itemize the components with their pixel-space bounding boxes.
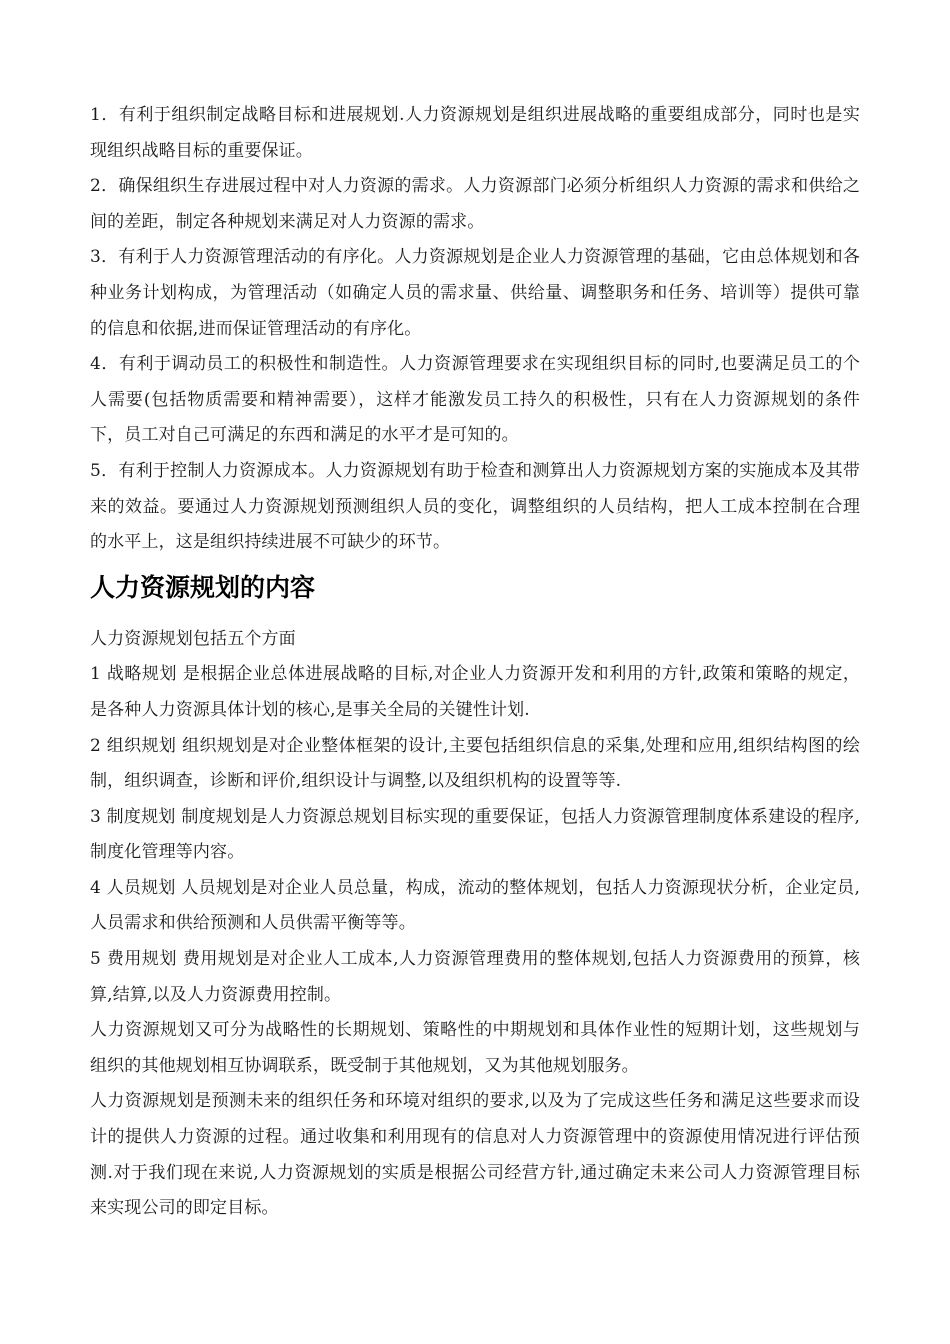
paragraph-benefit-1: 1．有利于组织制定战略目标和进展规划.人力资源规划是组织进展战略的重要组成部分，同时也是实现组织战略目标的重要保证。 <box>90 105 860 161</box>
paragraph-plan-system: 3 制度规划 制度规划是人力资源总规划目标实现的重要保证，包括人力资源管理制度体系建设的程序,制度化管理等内容。 <box>90 806 860 863</box>
paragraph-plan-cost: 5 费用规划 费用规划是对企业人工成本,人力资源管理费用的整体规划,包括人力资源费用的预算，核算,结算,以及人力资源费用控制。 <box>90 949 860 1005</box>
paragraph-closing-1: 人力资源规划又可分为战略性的长期规划、策略性的中期规划和具体作业性的短期计划，这些规划与组织的其他规划相互协调联系，既受制于其他规划，又为其他规划服务。 <box>90 1020 860 1076</box>
paragraph-plan-personnel: 4 人员规划 人员规划是对企业人员总量，构成，流动的整体规划，包括人力资源现状分析，企业定员,人员需求和供给预测和人员供需平衡等等。 <box>90 877 860 934</box>
paragraph-closing-2: 人力资源规划是预测未来的组织任务和环境对组织的要求,以及为了完成这些任务和满足这些要求而设计的提供人力资源的过程。通过收集和利用现有的信息对人力资源管理中的资源使用情况进行评估预测.对于我们现在来说,人力资源规划的实质是根据公司经营方针,通过确定未来公司人力资源管理目标来实现公司的即定目标。 <box>90 1091 860 1219</box>
paragraph-benefit-5: 5．有利于控制人力资源成本。人力资源规划有助于检查和测算出人力资源规划方案的实施成本及其带来的效益。要通过人力资源规划预测组织人员的变化，调整组织的人员结构，把人工成本控制在合理的水平上，这是组织持续进展不可缺少的环节。 <box>90 460 860 553</box>
paragraph-intro: 人力资源规划包括五个方面 <box>90 628 296 649</box>
paragraph-plan-organization: 2 组织规划 组织规划是对企业整体框架的设计,主要包括组织信息的采集,处理和应用,组织结构图的绘制，组织调查，诊断和评价,组织设计与调整,以及组织机构的设置等等. <box>90 735 860 792</box>
paragraph-benefit-4: 4．有利于调动员工的积极性和制造性。人力资源管理要求在实现组织目标的同时,也要满足员工的个人需要(包括物质需要和精神需要），这样才能激发员工持久的积极性，只有在人力资源规划的条件下，员工对自己可满足的东西和满足的水平才是可知的。 <box>90 354 860 446</box>
paragraph-benefit-2: 2．确保组织生存进展过程中对人力资源的需求。人力资源部门必须分析组织人力资源的需求和供给之间的差距，制定各种规划来满足对人力资源的需求。 <box>90 176 860 232</box>
paragraph-plan-strategy: 1 战略规划 是根据企业总体进展战略的目标,对企业人力资源开发和利用的方针,政策和策略的规定，是各种人力资源具体计划的核心,是事关全局的关键性计划. <box>90 664 860 720</box>
section-heading: 人力资源规划的内容 <box>90 572 316 602</box>
paragraph-benefit-3: 3．有利于人力资源管理活动的有序化。人力资源规划是企业人力资源管理的基础，它由总体规划和各种业务计划构成，为管理活动（如确定人员的需求量、供给量、调整职务和任务、培训等）提供可靠的信息和依据,进而保证管理活动的有序化。 <box>90 247 860 339</box>
document-page <box>90 98 860 1227</box>
